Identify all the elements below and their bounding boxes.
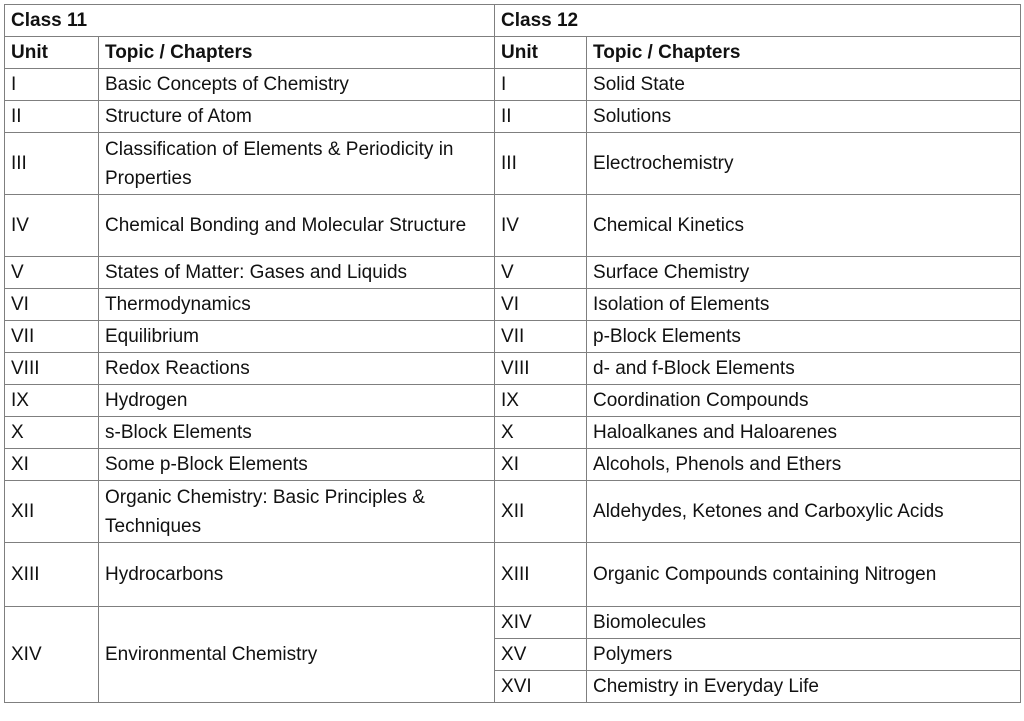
class11-topic: Hydrogen: [99, 385, 495, 417]
class12-topic-header: Topic / Chapters: [587, 37, 1021, 69]
table-row: [5, 417, 1021, 449]
class12-unit: IV: [495, 195, 587, 257]
class12-unit: IX: [495, 385, 587, 417]
table-row: [5, 449, 1021, 481]
class12-title: Class 12: [495, 5, 1021, 37]
class12-unit: XIII: [495, 543, 587, 607]
class11-topic: Hydrocarbons: [99, 543, 495, 607]
class12-unit: VII: [495, 321, 587, 353]
table-row: [5, 257, 1021, 289]
class12-unit: XIV: [495, 607, 587, 639]
class12-unit: II: [495, 101, 587, 133]
class11-topic: Redox Reactions: [99, 353, 495, 385]
class11-topic: Environmental Chemistry: [99, 607, 495, 703]
class12-unit: XI: [495, 449, 587, 481]
class12-unit: VIII: [495, 353, 587, 385]
table-row: [5, 289, 1021, 321]
class11-unit: VI: [5, 289, 99, 321]
table-row: [5, 101, 1021, 133]
class12-topic: Isolation of Elements: [587, 289, 1021, 321]
class11-topic: Equilibrium: [99, 321, 495, 353]
class11-topic: Chemical Bonding and Molecular Structure: [99, 195, 495, 257]
class11-title: Class 11: [5, 5, 495, 37]
table-row: [5, 543, 1021, 607]
class11-unit: IV: [5, 195, 99, 257]
class11-unit: XI: [5, 449, 99, 481]
table-row: [5, 195, 1021, 257]
class12-unit: XV: [495, 639, 587, 671]
class12-topic: Polymers: [587, 639, 1021, 671]
class12-unit: XVI: [495, 671, 587, 703]
class11-topic: Organic Chemistry: Basic Principles & Techniques: [99, 481, 495, 543]
class12-topic: Surface Chemistry: [587, 257, 1021, 289]
class12-unit-header: Unit: [495, 37, 587, 69]
class11-topic: s-Block Elements: [99, 417, 495, 449]
syllabus-table-container: [4, 4, 1021, 703]
class12-unit: X: [495, 417, 587, 449]
class11-unit: IX: [5, 385, 99, 417]
class11-topic: Some p-Block Elements: [99, 449, 495, 481]
class12-topic: Organic Compounds containing Nitrogen: [587, 543, 1021, 607]
class12-topic: Electrochemistry: [587, 133, 1021, 195]
class12-unit: V: [495, 257, 587, 289]
class12-topic: Alcohols, Phenols and Ethers: [587, 449, 1021, 481]
class11-unit: III: [5, 133, 99, 195]
class12-topic: Chemistry in Everyday Life: [587, 671, 1021, 703]
class12-topic: Biomolecules: [587, 607, 1021, 639]
class11-topic: Structure of Atom: [99, 101, 495, 133]
class11-unit: V: [5, 257, 99, 289]
chemistry-syllabus-table: [4, 4, 1021, 703]
class12-unit: I: [495, 69, 587, 101]
class12-topic: Chemical Kinetics: [587, 195, 1021, 257]
class11-topic: Thermodynamics: [99, 289, 495, 321]
table-row: [5, 353, 1021, 385]
class11-topic: Basic Concepts of Chemistry: [99, 69, 495, 101]
class11-topic: Classification of Elements & Periodicity in Properties: [99, 133, 495, 195]
table-row: [5, 133, 1021, 195]
class11-topic: States of Matter: Gases and Liquids: [99, 257, 495, 289]
table-row: [5, 69, 1021, 101]
table-row: [5, 385, 1021, 417]
class12-topic: p-Block Elements: [587, 321, 1021, 353]
class11-unit: XII: [5, 481, 99, 543]
class11-unit: VIII: [5, 353, 99, 385]
class-title-row: [5, 5, 1021, 37]
class12-unit: VI: [495, 289, 587, 321]
class12-topic: Aldehydes, Ketones and Carboxylic Acids: [587, 481, 1021, 543]
table-row: [5, 481, 1021, 543]
class11-unit: II: [5, 101, 99, 133]
table-row: [5, 607, 1021, 639]
class11-unit: I: [5, 69, 99, 101]
class12-topic: Solutions: [587, 101, 1021, 133]
class12-topic: Haloalkanes and Haloarenes: [587, 417, 1021, 449]
class11-unit-header: Unit: [5, 37, 99, 69]
class12-topic: Coordination Compounds: [587, 385, 1021, 417]
class12-topic: Solid State: [587, 69, 1021, 101]
class12-topic: d- and f-Block Elements: [587, 353, 1021, 385]
class12-unit: III: [495, 133, 587, 195]
class11-topic-header: Topic / Chapters: [99, 37, 495, 69]
class11-unit: XIV: [5, 607, 99, 703]
class11-unit: VII: [5, 321, 99, 353]
class11-unit: XIII: [5, 543, 99, 607]
table-row: [5, 321, 1021, 353]
class12-unit: XII: [495, 481, 587, 543]
class11-unit: X: [5, 417, 99, 449]
column-header-row: [5, 37, 1021, 69]
